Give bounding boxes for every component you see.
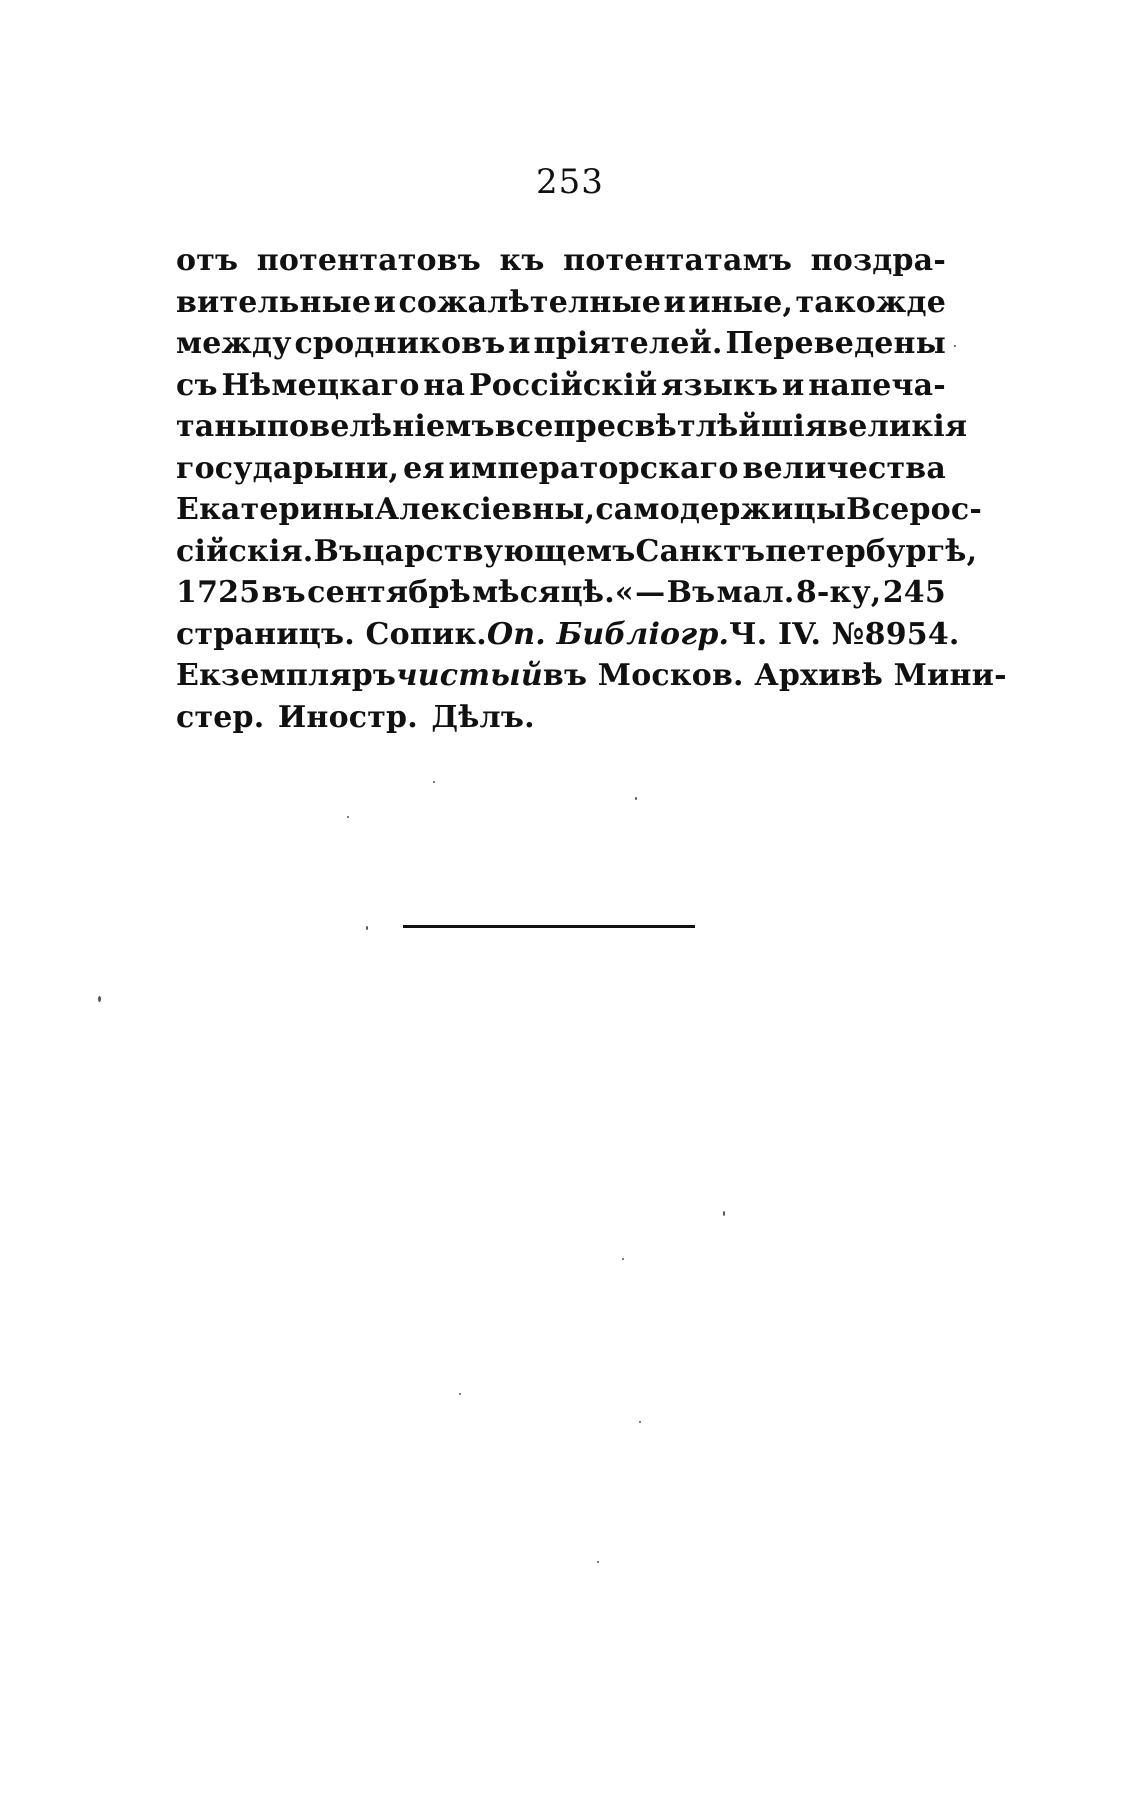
text-line-4	[176, 365, 946, 407]
word: мѣсяцѣ.«	[472, 575, 634, 610]
word: и	[781, 367, 805, 403]
text-line-8	[176, 531, 978, 573]
word: Нѣмецкаго	[221, 367, 420, 403]
word: Въ	[313, 533, 363, 569]
word: отъ	[176, 243, 239, 278]
text-segment: Екземпляръ	[176, 658, 397, 693]
word: Въ	[666, 575, 716, 610]
italic-title: Оп. Библіогр.	[486, 616, 730, 652]
body-text	[176, 240, 1007, 738]
scan-speck	[366, 926, 368, 930]
word: въ	[261, 575, 306, 610]
word: мал.	[716, 575, 795, 610]
word: стер.	[176, 699, 265, 735]
word: —	[635, 575, 666, 610]
word: Переведены	[725, 326, 946, 361]
word: Санктъпетербургѣ,	[635, 533, 978, 569]
word: и	[508, 326, 531, 361]
word: пріятелей.	[533, 326, 723, 361]
text-line-1	[176, 240, 946, 282]
text-line-5	[176, 406, 968, 448]
word: таны	[176, 409, 267, 444]
text-segment: въ Москов. Архивѣ Мини-	[542, 658, 1007, 693]
word: такожде	[795, 284, 946, 320]
scan-speck	[98, 996, 101, 1002]
word: иные,	[688, 284, 794, 320]
text-line-12	[176, 697, 946, 739]
word: сожалѣтелные	[398, 284, 662, 320]
word: съ	[176, 367, 218, 403]
word: величества	[742, 450, 946, 486]
section-end-rule	[403, 925, 695, 928]
word: сентябрѣ	[307, 575, 471, 610]
word: императорскаго	[448, 450, 739, 486]
text-line-2	[176, 282, 946, 324]
word: потентатамъ	[563, 243, 793, 278]
word: и	[663, 284, 686, 320]
scan-speck	[597, 1561, 599, 1563]
word: Екатерины	[176, 492, 375, 527]
word: Алексіевны,	[374, 492, 596, 527]
word: Россійскій	[468, 367, 658, 403]
word: сродниковъ	[294, 326, 506, 361]
word: сійскія.	[176, 533, 314, 569]
page-number: 253	[536, 162, 604, 202]
scan-speck	[954, 345, 956, 347]
text-line-11	[176, 655, 1007, 697]
text-line-10	[176, 614, 960, 656]
word: 1725	[176, 575, 261, 610]
scan-speck	[723, 1211, 725, 1216]
text-segment: страницъ. Сопик.	[176, 616, 487, 652]
text-segment: 8954.	[864, 616, 960, 652]
word: между	[176, 326, 292, 361]
word: Всерос-	[846, 492, 982, 527]
word: вительные	[176, 284, 372, 320]
word: повелѣніемъ	[266, 409, 495, 444]
scan-speck	[459, 1393, 461, 1395]
word: Иностр.	[277, 699, 418, 735]
word: самодержицы	[595, 492, 847, 527]
word: языкъ	[661, 367, 779, 403]
word: великія	[827, 409, 968, 444]
word: потентатовъ	[256, 243, 482, 278]
word: поздра-	[810, 243, 946, 278]
word: царствующемъ	[362, 533, 636, 569]
scan-speck	[622, 1258, 624, 1260]
word: ея	[403, 450, 445, 486]
word: къ	[499, 243, 545, 278]
scan-speck	[347, 816, 349, 818]
italic-word: чистый	[396, 658, 543, 693]
text-segment: Ч. IV. №	[729, 616, 865, 652]
word: на	[423, 367, 466, 403]
text-line-3	[176, 323, 946, 365]
scan-speck	[635, 797, 637, 800]
word: и	[373, 284, 397, 320]
word: 245	[882, 575, 946, 610]
scan-speck	[639, 1421, 641, 1423]
word: всепресвѣтлѣйшія	[494, 409, 828, 444]
text-line-9	[176, 572, 946, 614]
scan-speck	[433, 781, 435, 783]
word: 8-ку,	[795, 575, 882, 610]
text-line-6	[176, 448, 946, 490]
word: напеча-	[808, 367, 946, 403]
word: Дѣлъ.	[431, 699, 535, 735]
word: государыни,	[176, 450, 400, 486]
text-line-7	[176, 489, 982, 531]
